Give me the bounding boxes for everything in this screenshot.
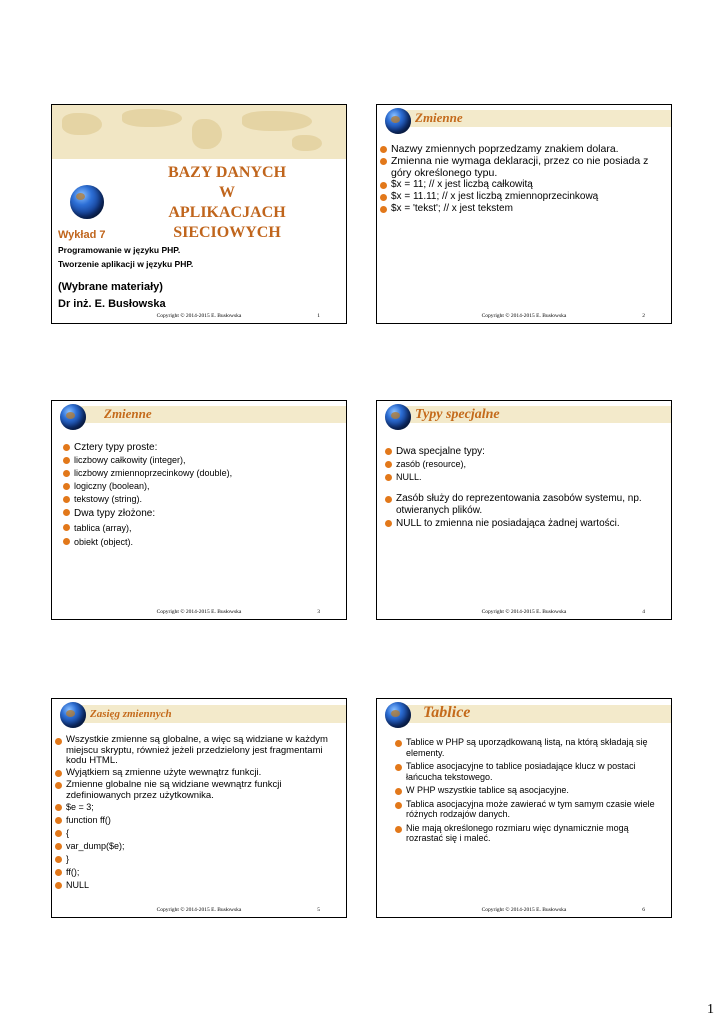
list-item: Wszystkie zmienne są globalne, a więc są widziane w każdym miejscu skryptu, również jeżeli przedzielony jest fragmentami kodu HTML. xyxy=(55,735,340,767)
globe-icon xyxy=(70,185,104,219)
copyright-footer: Copyright © 2014-2015 E. Busłowska xyxy=(156,907,242,913)
slide-4 xyxy=(376,400,672,620)
list-item: $e = 3; xyxy=(55,801,340,814)
slide-1 xyxy=(51,104,347,324)
slide-6 xyxy=(376,698,672,918)
list-item: NULL xyxy=(55,879,340,892)
list-item: } xyxy=(55,853,340,866)
slide-number: 2 xyxy=(642,313,645,319)
slide-title: Zmienne xyxy=(415,110,463,125)
list-item: Nazwy zmiennych poprzedzamy znakiem dolara. xyxy=(380,143,665,155)
lecture-number: Wykład 7 xyxy=(58,229,106,241)
list-item: tekstowy (string). xyxy=(63,493,333,506)
slide-title: Tablice xyxy=(423,704,471,721)
list-item: { xyxy=(55,827,340,840)
bullet-list xyxy=(385,445,663,531)
list-item: Zasób służy do reprezentowania zasobów systemu, np. otwieranych plików. xyxy=(385,493,663,517)
list-item: tablica (array), xyxy=(63,521,333,535)
list-item: var_dump($e); xyxy=(55,840,340,853)
slide-number: 1 xyxy=(317,313,320,319)
copyright-footer: Copyright © 2014-2015 E. Busłowska xyxy=(481,609,567,615)
list-item: Zmienna nie wymaga deklaracji, przez co nie posiada z góry określonego typu. xyxy=(380,155,665,179)
bullet-list xyxy=(55,735,340,892)
slide-5 xyxy=(51,698,347,918)
copyright-footer: Copyright © 2014-2015 E. Busłowska xyxy=(156,609,242,615)
bullet-list xyxy=(380,143,665,215)
list-item: Cztery typy proste: xyxy=(63,441,333,454)
list-item: Tablice asocjacyjne to tablice posiadające klucz w postaci łańcucha tekstowego. xyxy=(395,761,663,782)
slide-2 xyxy=(376,104,672,324)
bullet-list xyxy=(395,737,663,844)
list-item: Tablica asocjacyjna może zawierać w tym samym czasie wiele różnych rodzajów danych. xyxy=(395,799,663,820)
world-map-banner xyxy=(52,105,347,159)
list-item: logiczny (boolean), xyxy=(63,480,333,493)
slide-1-subtitle: Programowanie w języku PHP. Tworzenie aplikacji w języku PHP. xyxy=(58,245,194,269)
list-item: Wyjątkiem są zmienne użyte wewnątrz funkcji. xyxy=(55,767,340,779)
list-item: Nie mają określonego rozmiaru więc dynamicznie mogą rozrastać się i maleć. xyxy=(395,823,663,844)
list-item: Dwa typy złożone: xyxy=(63,506,333,521)
globe-icon xyxy=(385,404,411,430)
list-item: NULL to zmienna nie posiadająca żadnej wartości. xyxy=(385,517,663,531)
list-item: liczbowy całkowity (integer), xyxy=(63,454,333,467)
list-item: $x = 11; // x jest liczbą całkowitą xyxy=(380,179,665,191)
page-number: 1 xyxy=(707,1002,714,1017)
globe-icon xyxy=(385,702,411,728)
bullet-list xyxy=(63,441,333,549)
slide-1-credits: (Wybrane materiały) Dr inż. E. Busłowska xyxy=(58,281,166,310)
list-item: Zmienne globalne nie są widziane wewnątrz funkcji zdefiniowanych przez użytkownika. xyxy=(55,779,340,801)
list-item: $x = 11.11; // x jest liczbą zmiennoprzecinkową xyxy=(380,191,665,203)
list-item: ff(); xyxy=(55,866,340,879)
copyright-footer: Copyright © 2014-2015 E. Busłowska xyxy=(481,907,567,913)
list-item: obiekt (object). xyxy=(63,535,333,549)
list-item: NULL. xyxy=(385,471,663,484)
slide-title: Typy specjalne xyxy=(415,407,500,422)
list-item: liczbowy zmiennoprzecinkowy (double), xyxy=(63,467,333,480)
slide-title: Zmienne xyxy=(104,406,152,421)
slide-title: Zasięg zmiennych xyxy=(90,708,172,720)
list-item: zasób (resource), xyxy=(385,458,663,471)
list-item: $x = 'tekst'; // x jest tekstem xyxy=(380,203,665,215)
slide-3 xyxy=(51,400,347,620)
globe-icon xyxy=(60,702,86,728)
slide-1-title: BAZY DANYCH W APLIKACJACH SIECIOWYCH xyxy=(167,164,287,241)
list-item: Tablice w PHP są uporządkowaną listą, na którą składają się elementy. xyxy=(395,737,663,758)
copyright-footer: Copyright © 2014-2015 E. Busłowska xyxy=(481,313,567,319)
globe-icon xyxy=(60,404,86,430)
copyright-footer: Copyright © 2014-2015 E. Busłowska xyxy=(156,313,242,319)
slide-number: 6 xyxy=(642,907,645,913)
slide-number: 4 xyxy=(642,609,645,615)
slide-number: 3 xyxy=(317,609,320,615)
globe-icon xyxy=(385,108,411,134)
list-item: function ff() xyxy=(55,814,340,827)
list-item: Dwa specjalne typy: xyxy=(385,445,663,458)
slide-number: 5 xyxy=(317,907,320,913)
list-item: W PHP wszystkie tablice są asocjacyjne. xyxy=(395,785,663,796)
